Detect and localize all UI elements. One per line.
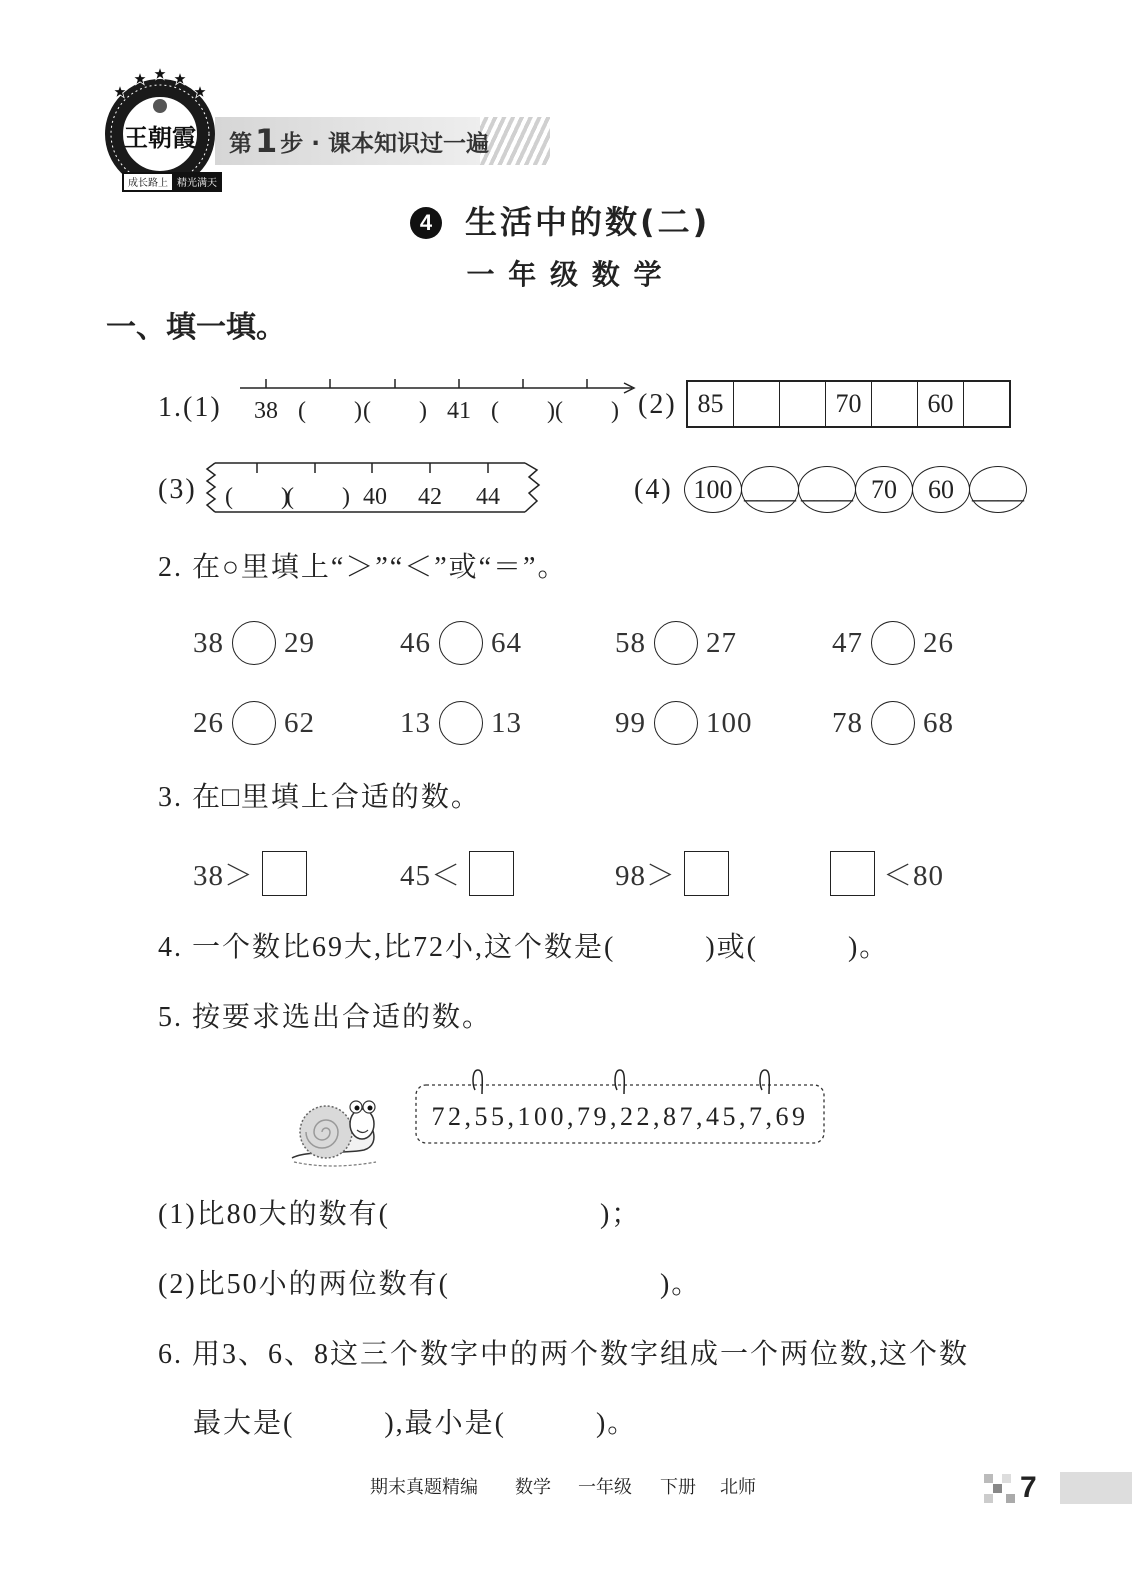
number-line-label: 41 bbox=[447, 398, 471, 424]
number-oval: 70 bbox=[855, 466, 913, 513]
ruler-blank: ( ) bbox=[286, 484, 350, 510]
compare-left: 58 bbox=[615, 626, 646, 659]
compare-item bbox=[615, 700, 753, 746]
number-line-blank: ( ) bbox=[298, 398, 362, 424]
fill-box-item bbox=[830, 850, 944, 896]
q1-label-1: 1.(1) bbox=[158, 392, 222, 423]
compare-item bbox=[615, 620, 737, 666]
number-oval: ____ bbox=[798, 466, 856, 513]
number-cell: 60 bbox=[918, 382, 964, 426]
banner-suffix: 步 · 课本知识过一遍 bbox=[280, 130, 490, 157]
q5-sub-2: (2)比50小的两位数有( )。 bbox=[158, 1269, 702, 1300]
compare-right: 68 bbox=[923, 706, 954, 739]
number-line-label: 38 bbox=[254, 398, 278, 424]
number-cell bbox=[734, 382, 780, 426]
compare-right: 13 bbox=[491, 706, 522, 739]
q5-sub-1: (1)比80大的数有( )； bbox=[158, 1199, 642, 1230]
number-list: 72,55,100,79,22,87,45,7,69 bbox=[431, 1102, 809, 1131]
compare-left: 13 bbox=[400, 706, 431, 739]
compare-left: 78 bbox=[832, 706, 863, 739]
compare-item bbox=[832, 620, 954, 666]
number-oval: 100 bbox=[684, 466, 742, 513]
compare-circle bbox=[439, 621, 483, 665]
compare-right: 26 bbox=[923, 626, 954, 659]
logo-ribbon-right: 精光满天 bbox=[177, 178, 217, 189]
compare-circle bbox=[439, 701, 483, 745]
brand-logo bbox=[100, 66, 230, 200]
section-heading: 一、填一填。 bbox=[106, 310, 286, 345]
q1-label-4: (4) bbox=[634, 474, 673, 505]
q5-prompt: 5. 按要求选出合适的数。 bbox=[158, 1002, 493, 1033]
banner-text bbox=[229, 117, 489, 165]
page-title: 生活中的数(二) bbox=[465, 203, 711, 241]
fill-box-text: 98＞ bbox=[615, 859, 677, 892]
q1-label-3: (3) bbox=[158, 474, 197, 505]
ruler-blank: ( ) bbox=[225, 484, 289, 510]
number-oval: 60 bbox=[912, 466, 970, 513]
footer-edition: 北师 bbox=[720, 1477, 756, 1498]
logo-ribbon-left: 成长路上 bbox=[128, 178, 168, 189]
compare-right: 100 bbox=[706, 706, 753, 739]
number-line-blank: ( ) bbox=[555, 398, 619, 424]
banner-step-number: 1 bbox=[255, 122, 278, 160]
q4-text: 4. 一个数比69大,比72小,这个数是( )或( )。 bbox=[158, 932, 890, 963]
compare-circle bbox=[871, 701, 915, 745]
footer-subject: 数学 bbox=[515, 1477, 551, 1498]
number-cell bbox=[964, 382, 1009, 426]
compare-circle bbox=[232, 701, 276, 745]
fill-box bbox=[684, 851, 729, 896]
compare-left: 46 bbox=[400, 626, 431, 659]
footer-bar bbox=[1060, 1472, 1132, 1504]
portrait-icon bbox=[153, 99, 167, 113]
fill-box-item bbox=[615, 850, 729, 896]
compare-right: 64 bbox=[491, 626, 522, 659]
number-cell bbox=[780, 382, 826, 426]
banner-prefix: 第 bbox=[229, 130, 252, 157]
compare-item bbox=[832, 700, 954, 746]
number-cell bbox=[872, 382, 918, 426]
number-cells bbox=[686, 380, 1011, 428]
lesson-number-badge: 4 bbox=[410, 207, 442, 239]
compare-circle bbox=[654, 701, 698, 745]
ruler-label: 44 bbox=[476, 484, 500, 510]
number-cell: 85 bbox=[688, 382, 734, 426]
footer-book-title: 期末真题精编 bbox=[370, 1477, 478, 1498]
number-line-blank: ( ) bbox=[491, 398, 555, 424]
fill-box bbox=[830, 851, 875, 896]
q2-prompt: 2. 在○里填上“＞”“＜”或“＝”。 bbox=[158, 552, 568, 583]
q6-line-2: 最大是( ),最小是( )。 bbox=[193, 1408, 638, 1439]
compare-item bbox=[400, 700, 522, 746]
compare-circle bbox=[871, 621, 915, 665]
number-oval: ____ bbox=[741, 466, 799, 513]
compare-circle bbox=[232, 621, 276, 665]
compare-left: 47 bbox=[832, 626, 863, 659]
fill-box-item bbox=[193, 850, 307, 896]
ruler-label: 40 bbox=[363, 484, 387, 510]
banner-stripes bbox=[480, 117, 550, 165]
footer-volume: 下册 bbox=[660, 1477, 696, 1498]
compare-item bbox=[193, 620, 315, 666]
compare-left: 99 bbox=[615, 706, 646, 739]
fill-box-text: 38＞ bbox=[193, 859, 255, 892]
number-line bbox=[238, 376, 638, 398]
ruler-label: 42 bbox=[418, 484, 442, 510]
number-line-blank: ( ) bbox=[363, 398, 427, 424]
fill-box-text: ＜80 bbox=[883, 859, 945, 892]
number-cell: 70 bbox=[826, 382, 872, 426]
page-subtitle: 一 年 级 数 学 bbox=[466, 258, 664, 291]
step-banner bbox=[215, 117, 550, 165]
compare-item bbox=[193, 700, 315, 746]
q1-label-2: (2) bbox=[638, 389, 677, 420]
fill-box-text: 45＜ bbox=[400, 859, 462, 892]
compare-left: 38 bbox=[193, 626, 224, 659]
compare-left: 26 bbox=[193, 706, 224, 739]
compare-right: 62 bbox=[284, 706, 315, 739]
compare-circle bbox=[654, 621, 698, 665]
fill-box bbox=[469, 851, 514, 896]
compare-item bbox=[400, 620, 522, 666]
q6-line-1: 6. 用3、6、8这三个数字中的两个数字组成一个两位数,这个数 bbox=[158, 1339, 970, 1370]
compare-right: 27 bbox=[706, 626, 737, 659]
compare-right: 29 bbox=[284, 626, 315, 659]
fill-box-item bbox=[400, 850, 514, 896]
logo-brand: 王朝霞 bbox=[124, 123, 196, 152]
q3-prompt: 3. 在□里填上合适的数。 bbox=[158, 782, 481, 813]
number-ovals bbox=[684, 466, 1026, 513]
snail-illustration bbox=[286, 1090, 386, 1170]
page-number: 7 bbox=[1020, 1471, 1037, 1504]
fill-box bbox=[262, 851, 307, 896]
footer-grade: 一年级 bbox=[578, 1477, 632, 1498]
number-oval: ____ bbox=[969, 466, 1027, 513]
